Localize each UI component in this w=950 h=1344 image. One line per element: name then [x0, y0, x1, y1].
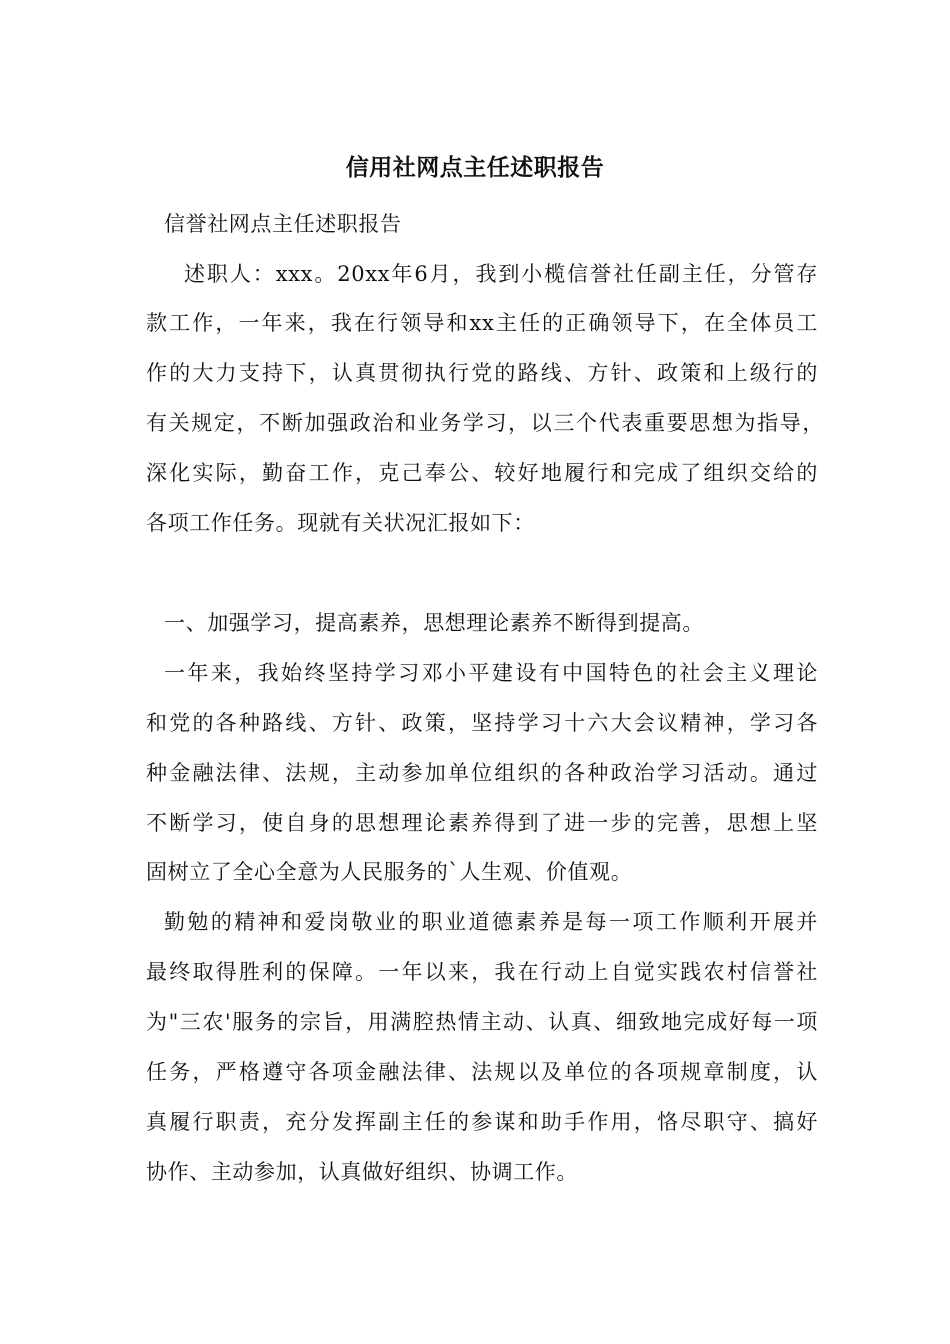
document-title: 信用社网点主任述职报告 — [345, 155, 605, 181]
section-heading: 一、加强学习，提高素养，思想理论素养不断得到提高。 — [164, 611, 704, 635]
paragraph-line: 为"三农'服务的宗旨，用满腔热情主动、认真、细致地完成好每一项 — [146, 1010, 818, 1034]
paragraph-line: 述职人：xxx。20xx年6月，我到小榄信誉社任副主任，分管存 — [184, 262, 818, 286]
paragraph-line: 不断学习，使自身的思想理论素养得到了进一步的完善，思想上坚 — [146, 811, 818, 835]
paragraph-line: 任务，严格遵守各项金融法律、法规以及单位的各项规章制度，认 — [146, 1060, 818, 1084]
paragraph-line: 勤勉的精神和爱岗敬业的职业道德素养是每一项工作顺利开展并 — [164, 910, 818, 934]
paragraph-line: 作的大力支持下，认真贯彻执行党的路线、方针、政策和上级行的 — [146, 361, 818, 385]
paragraph-line: 有关规定，不断加强政治和业务学习，以三个代表重要思想为指导， — [146, 411, 824, 435]
paragraph-line: 固树立了全心全意为人民服务的`人生观、价值观。 — [146, 860, 633, 884]
paragraph-line: 款工作，一年来，我在行领导和xx主任的正确领导下，在全体员工 — [146, 311, 818, 335]
paragraph-line: 一年来，我始终坚持学习邓小平建设有中国特色的社会主义理论 — [164, 661, 818, 685]
paragraph-line: 深化实际，勤奋工作，克己奉公、较好地履行和完成了组织交给的 — [146, 461, 818, 485]
paragraph-line: 真履行职责，充分发挥副主任的参谋和助手作用，恪尽职守、搞好 — [146, 1110, 818, 1134]
paragraph-line: 各项工作任务。现就有关状况汇报如下： — [146, 511, 535, 535]
paragraph-line: 种金融法律、法规，主动参加单位组织的各种政治学习活动。通过 — [146, 761, 818, 785]
paragraph-line: 和党的各种路线、方针、政策，坚持学习十六大会议精神，学习各 — [146, 711, 818, 735]
paragraph-line: 最终取得胜利的保障。一年以来，我在行动上自觉实践农村信誉社 — [146, 960, 818, 984]
paragraph-line: 协作、主动参加，认真做好组织、协调工作。 — [146, 1160, 578, 1184]
subtitle-line: 信誉社网点主任述职报告 — [164, 212, 402, 236]
